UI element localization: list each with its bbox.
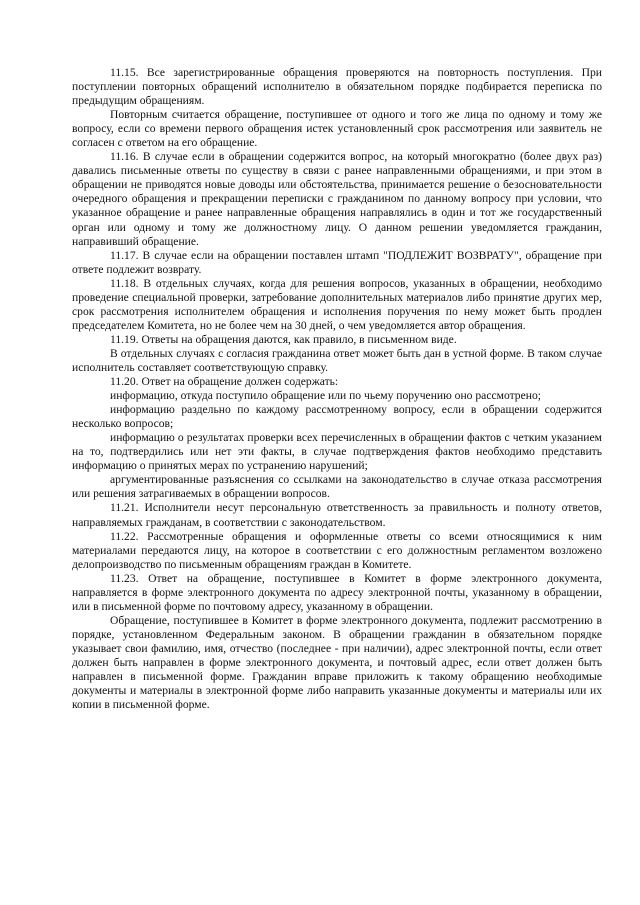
paragraph-11-22: 11.22. Рассмотренные обращения и оформленные ответы со всеми относящимися к ним материалами передаются лицу, на которое в соответствии с его должностным регламентом возложено делопроизводство по письменным обращениям граждан в Комитете.	[72, 529, 602, 571]
list-item-verification-results: информацию о результатах проверки всех перечисленных в обращении фактов с четким указанием на то, подтвердились или нет эти факты, в случае подтверждения фактов необходимо представить информацию о принятых мерах по устранению нарушений;	[72, 431, 602, 473]
list-item-origin-info: информацию, откуда поступило обращение или по чьему поручению оно рассмотрено;	[110, 389, 541, 403]
paragraph-11-18: 11.18. В отдельных случаях, когда для решения вопросов, указанных в обращении, необходимо проведение специальной проверки, затребование дополнительных материалов либо принятие других мер, срок рассмотрения исполнителем обращения и исполнения поручения по нему может быть продлен председателем Комитета, но не более чем на 30 дней, о чем уведомляется автор обращения.	[72, 276, 602, 332]
list-item-reasoned-explanations: аргументированные разъяснения со ссылками на законодательство в случае отказа рассмотрения или решения затрагиваемых в обращении вопросов.	[72, 473, 602, 501]
paragraph-11-23: 11.23. Ответ на обращение, поступившее в Комитет в форме электронного документа, направляется в форме электронного документа по адресу электронной почты, указанному в обращении, или в письменной форме по почтовому адресу, указанному в обращении.	[72, 571, 602, 613]
paragraph-electronic-appeal: Обращение, поступившее в Комитет в форме электронного документа, подлежит рассмотрению в порядке, установленном Федеральным законом. В обращении гражданин в обязательном порядке указывает свои фамилию, имя, отчество (последнее - при наличии), адрес электронной почты, если ответ должен быть направлен в форме электронного документа, и почтовый адрес, если ответ должен быть направлен в письменной форме. Гражданин вправе приложить к такому обращению необходимые документы и материалы в электронной форме либо направить указанные документы и материалы или их копии в письменной форме.	[72, 613, 602, 712]
paragraph-11-17: 11.17. В случае если на обращении поставлен штамп "ПОДЛЕЖИТ ВОЗВРАТУ", обращение при ответе подлежит возврату.	[72, 248, 602, 276]
paragraph-11-21: 11.21. Исполнители несут персональную ответственность за правильность и полноту ответов, направляемых гражданам, в соответствии с законодательством.	[72, 501, 602, 529]
paragraph-11-16: 11.16. В случае если в обращении содержится вопрос, на который многократно (более двух раз) давались письменные ответы по существу в связи с ранее направленными обращениями, и при этом в обращении не приводятся новые доводы или обстоятельства, принимается решение о безосновательности очередного обращения и прекращении переписки с гражданином по данному вопросу при условии, что указанное обращение и ранее направленные обращения направлялись в один и тот же государственный орган или одному и тому же должностному лицу. О данном решении уведомляется гражданин, направивший обращение.	[72, 150, 602, 248]
paragraph-11-20: 11.20. Ответ на обращение должен содержать:	[110, 375, 339, 389]
paragraph-11-15: 11.15. Все зарегистрированные обращения проверяются на повторность поступления. При поступлении повторных обращений исполнителю в обязательном порядке подбирается переписка по предыдущим обращениям.	[72, 66, 602, 108]
list-item-per-question-info: информацию раздельно по каждому рассмотренному вопросу, если в обращении содержится несколько вопросов;	[72, 403, 602, 431]
paragraph-11-19: 11.19. Ответы на обращения даются, как правило, в письменном виде.	[110, 332, 457, 346]
paragraph-repeat-definition: Повторным считается обращение, поступившее от одного и того же лица по одному и тому же вопросу, если со времени первого обращения истек установленный срок рассмотрения или заявитель не согласен с ответом на его обращение.	[72, 108, 602, 150]
document-body	[72, 66, 602, 712]
paragraph-oral-answer: В отдельных случаях с согласия гражданина ответ может быть дан в устной форме. В таком случае исполнитель составляет соответствующую справку.	[72, 346, 602, 374]
